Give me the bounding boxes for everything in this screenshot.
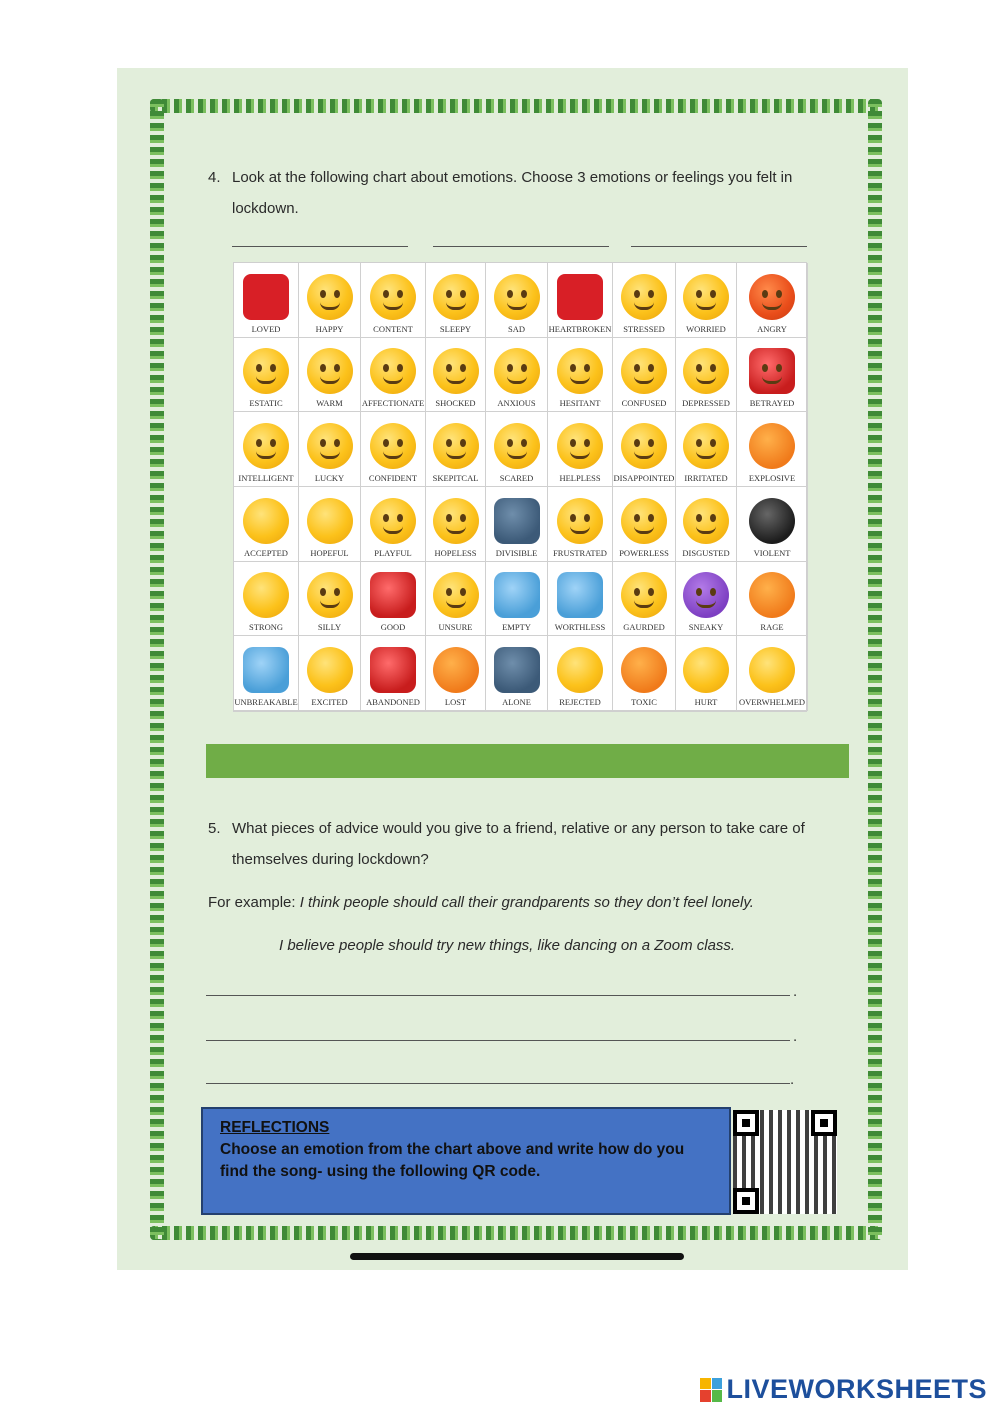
helpless-emoji-icon [557,423,603,469]
emotion-label: INTELLIGENT [238,472,294,483]
vine-border-top [150,99,882,113]
silly-emoji-icon [307,572,353,618]
emotion-cell-playful [361,487,426,562]
emotion-label: STRONG [248,622,283,633]
question-5-number: 5. [208,820,221,837]
question-4-line2: lockdown. [232,200,299,217]
question-4-line1: Look at the following chart about emotions. Choose 3 emotions or feelings you felt in [232,169,793,186]
sad-emoji-icon [494,274,540,320]
emotion-cell-betrayed [737,338,808,413]
emotion-label: AFFECTIONATE [361,398,425,409]
qr-finder-top-left [733,1110,759,1136]
emotion-label: SCARED [499,472,534,483]
emotion-label: STRESSED [623,323,665,334]
emotion-label: ABANDONED [366,696,420,707]
emotion-cell-explosive [737,412,808,487]
emotion-cell-accepted [234,487,299,562]
reflections-box [201,1107,731,1215]
irritated-emoji-icon [683,423,729,469]
emotion-label: UNBREAKABLE [234,696,298,707]
reflections-body: Choose an emotion from the chart above and write how do you find the song- using the following QR code. [220,1141,685,1180]
lost-emoji-icon [433,647,479,693]
answer-blank-2[interactable] [433,246,609,247]
emotion-cell-overwhelmed [737,636,808,711]
toxic-emoji-icon [621,647,667,693]
emotion-cell-stressed [613,263,676,338]
confident-emoji-icon [370,423,416,469]
strong-emoji-icon [243,572,289,618]
rejected-emoji-icon [557,647,603,693]
emotion-cell-alone [486,636,548,711]
emotion-label: HELPLESS [559,472,601,483]
emotion-cell-lost [426,636,486,711]
confused-emoji-icon [621,348,667,394]
emotion-label: HOPELESS [434,547,477,558]
emotion-cell-sleepy [426,263,486,338]
hesitant-emoji-icon [557,348,603,394]
anxious-emoji-icon [494,348,540,394]
emotion-label: BETRAYED [749,398,795,409]
answer-line-2[interactable] [206,1040,790,1041]
emotion-label: REJECTED [559,696,601,707]
emotion-cell-unsure [426,562,486,637]
liveworksheets-logo[interactable] [700,1374,987,1405]
example-line-2 [279,937,735,954]
example-sentence-2: I believe people should try new things, like dancing on a Zoom class. [279,937,736,954]
emotion-cell-gaurded [613,562,676,637]
reflections-title: REFLECTIONS [220,1119,330,1136]
emotion-cell-loved [234,263,299,338]
emotion-label: ANXIOUS [497,398,536,409]
emotion-cell-angry [737,263,808,338]
emotion-cell-content [361,263,426,338]
emotion-cell-violent [737,487,808,562]
emotion-label: ACCEPTED [244,547,288,558]
emotion-label: LOVED [251,323,281,334]
emotion-label: SILLY [317,622,342,633]
emotion-cell-skepitcal [426,412,486,487]
emotion-cell-heartbroken [548,263,613,338]
playful-emoji-icon [370,498,416,544]
example-prefix: For example: [208,894,300,911]
emotion-cell-hopeful [299,487,361,562]
abandoned-emoji-icon [370,647,416,693]
overwhelmed-emoji-icon [749,647,795,693]
qr-code-icon[interactable] [733,1110,837,1214]
unbreakable-emoji-icon [243,647,289,693]
emotion-label: LOST [444,696,467,707]
brand-name: LIVEWORKSHEETS [726,1374,987,1404]
emotion-cell-abandoned [361,636,426,711]
emotion-label: GAURDED [623,622,665,633]
emotion-cell-sad [486,263,548,338]
lucky-emoji-icon [307,423,353,469]
emotion-label: VIOLENT [753,547,791,558]
emotion-cell-empty [486,562,548,637]
emotion-cell-scared [486,412,548,487]
emotion-label: FRUSTRATED [553,547,607,558]
question-4-number: 4. [208,169,221,186]
emotion-label: EMPTY [502,622,531,633]
vine-border-left [150,99,164,1240]
emotion-label: PLAYFUL [374,547,412,558]
good-emoji-icon [370,572,416,618]
estatic-emoji-icon [243,348,289,394]
emotion-cell-divisible [486,487,548,562]
rage-emoji-icon [749,572,795,618]
emotion-label: WORTHLESS [554,622,606,633]
emotion-label: HEARTBROKEN [548,323,612,334]
worried-emoji-icon [683,274,729,320]
emotion-label: ALONE [502,696,531,707]
emotion-cell-affectionate [361,338,426,413]
emotion-label: HESITANT [559,398,601,409]
emotion-cell-powerless [613,487,676,562]
emotion-label: ESTATIC [249,398,283,409]
answer-line-3[interactable] [206,1083,790,1084]
disgusted-emoji-icon [683,498,729,544]
emotion-cell-helpless [548,412,613,487]
emotions-chart [233,262,807,712]
answer-line-1[interactable] [206,995,790,996]
emotion-cell-excited [299,636,361,711]
answer-blank-3[interactable] [631,246,807,247]
stressed-emoji-icon [621,274,667,320]
emotion-cell-hopeless [426,487,486,562]
emotion-label: EXCITED [311,696,348,707]
emotion-label: HOPEFUL [310,547,349,558]
emotion-label: DISGUSTED [682,547,730,558]
emotion-cell-shocked [426,338,486,413]
skepitcal-emoji-icon [433,423,479,469]
emotion-label: CONFUSED [621,398,667,409]
betrayed-emoji-icon [749,348,795,394]
hurt-emoji-icon [683,647,729,693]
violent-emoji-icon [749,498,795,544]
answer-blank-1[interactable] [232,246,408,247]
emotions-grid [234,263,806,711]
emotion-cell-rejected [548,636,613,711]
depressed-emoji-icon [683,348,729,394]
emotion-label: DIVISIBLE [495,547,538,558]
answer-line-1-period: . [793,983,798,1000]
vine-border-right [868,99,882,1240]
content-emoji-icon [370,274,416,320]
unsure-emoji-icon [433,572,479,618]
emotion-label: EXPLOSIVE [748,472,796,483]
affectionate-emoji-icon [370,348,416,394]
emotion-cell-hesitant [548,338,613,413]
empty-emoji-icon [494,572,540,618]
answer-line-2-period: . [793,1028,798,1045]
heartbroken-emoji-icon [557,274,603,320]
emotion-label: DISAPPOINTED [613,472,675,483]
emotion-label: GOOD [380,622,406,633]
emotion-label: OVERWHELMED [738,696,806,707]
emotion-label: SLEEPY [439,323,472,334]
emotion-label: UNSURE [438,622,473,633]
emotion-cell-disgusted [676,487,737,562]
emotion-cell-strong [234,562,299,637]
worthless-emoji-icon [557,572,603,618]
emotion-label: SAD [507,323,525,334]
question-4 [208,162,828,224]
shocked-emoji-icon [433,348,479,394]
emotion-cell-anxious [486,338,548,413]
emotion-label: SKEPITCAL [432,472,479,483]
sleepy-emoji-icon [433,274,479,320]
emotion-cell-depressed [676,338,737,413]
emotion-label: SHOCKED [435,398,476,409]
question-5-line2: themselves during lockdown? [232,851,429,868]
emotion-cell-irritated [676,412,737,487]
emotion-label: CONTENT [373,323,413,334]
scared-emoji-icon [494,423,540,469]
emotion-cell-sneaky [676,562,737,637]
question-5 [208,813,828,875]
emotion-label: RAGE [760,622,784,633]
alone-emoji-icon [494,647,540,693]
frustrated-emoji-icon [557,498,603,544]
powerless-emoji-icon [621,498,667,544]
emotion-cell-silly [299,562,361,637]
excited-emoji-icon [307,647,353,693]
emotion-cell-estatic [234,338,299,413]
emotion-label: HURT [694,696,718,707]
emotion-label: LUCKY [314,472,345,483]
emotion-cell-happy [299,263,361,338]
emotion-label: DEPRESSED [682,398,730,409]
emotion-label: ANGRY [757,323,787,334]
emotion-cell-intelligent [234,412,299,487]
accepted-emoji-icon [243,498,289,544]
home-indicator-bar [350,1253,684,1260]
emotion-cell-disappointed [613,412,676,487]
qr-finder-top-right [811,1110,837,1136]
emotion-label: TOXIC [631,696,657,707]
example-line-1 [208,894,754,911]
emotion-cell-worthless [548,562,613,637]
example-sentence-1: I think people should call their grandparents so they don’t feel lonely. [299,894,754,911]
emotion-label: POWERLESS [619,547,669,558]
loved-emoji-icon [243,274,289,320]
liveworksheets-logo-icon [700,1378,722,1402]
sneaky-emoji-icon [683,572,729,618]
green-divider-bar [206,744,849,778]
hopeless-emoji-icon [433,498,479,544]
divisible-emoji-icon [494,498,540,544]
emotion-cell-good [361,562,426,637]
happy-emoji-icon [307,274,353,320]
emotion-cell-hurt [676,636,737,711]
gaurded-emoji-icon [621,572,667,618]
emotion-cell-rage [737,562,808,637]
emotion-label: WORRIED [686,323,726,334]
vine-border-bottom [150,1226,882,1240]
emotion-cell-lucky [299,412,361,487]
emotion-cell-worried [676,263,737,338]
emotion-label: CONFIDENT [368,472,418,483]
emotion-cell-frustrated [548,487,613,562]
intelligent-emoji-icon [243,423,289,469]
emotion-label: HAPPY [315,323,344,334]
answer-line-3-period: . [790,1071,795,1088]
warm-emoji-icon [307,348,353,394]
question-5-line1: What pieces of advice would you give to a friend, relative or any person to take care of [232,820,805,837]
emotion-cell-warm [299,338,361,413]
emotion-label: IRRITATED [684,472,728,483]
emotion-cell-unbreakable [234,636,299,711]
emotion-cell-confident [361,412,426,487]
emotion-label: SNEAKY [688,622,724,633]
emotion-cell-toxic [613,636,676,711]
emotion-cell-confused [613,338,676,413]
emotion-label: WARM [316,398,343,409]
explosive-emoji-icon [749,423,795,469]
qr-finder-bottom-left [733,1188,759,1214]
disappointed-emoji-icon [621,423,667,469]
angry-emoji-icon [749,274,795,320]
hopeful-emoji-icon [307,498,353,544]
